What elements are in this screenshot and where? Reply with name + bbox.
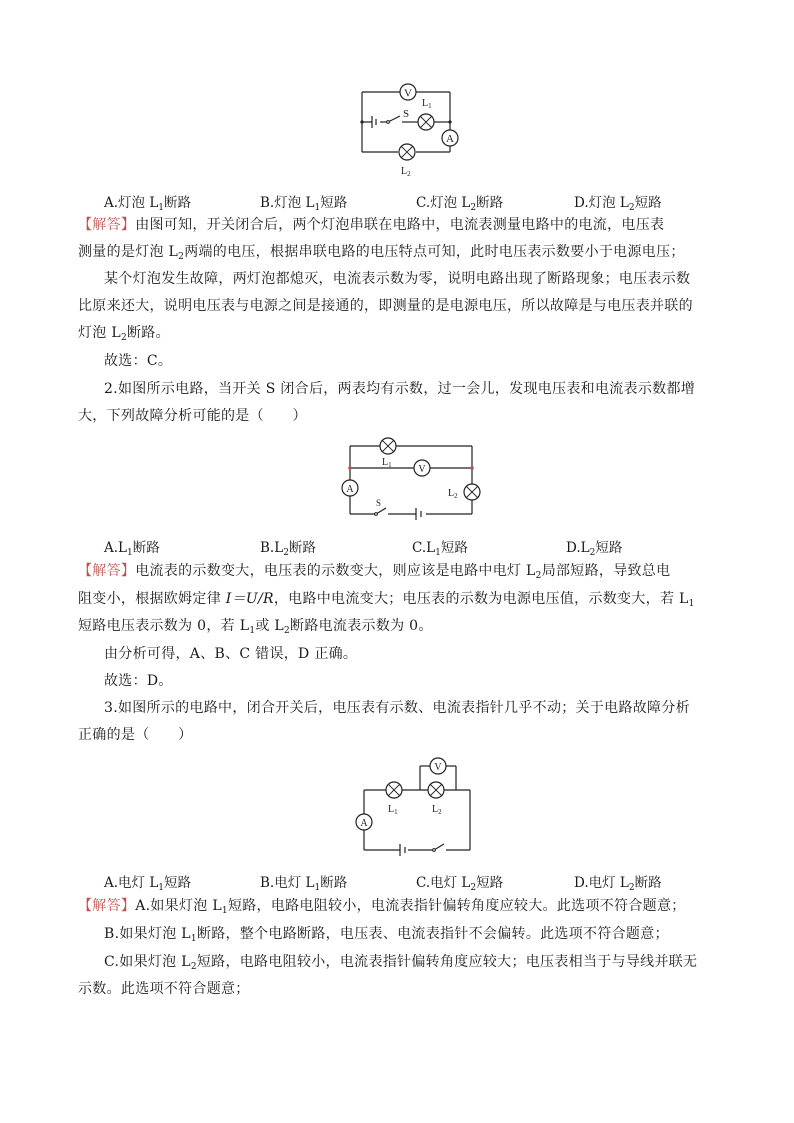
q2-stem-line-1: 2.如图所示电路，当开关 S 闭合后，两表均有示数，过一会儿，发现电压表和电流表示数都增 [104, 381, 696, 397]
q2-option-d: $D.L_2$短路 [566, 540, 623, 558]
lamp-l1-label: $L_1$ [422, 98, 432, 110]
q2-choice: 故选：D。 [104, 673, 173, 689]
lamp-l2-label: $L_2$ [432, 804, 442, 816]
q3-options [104, 871, 704, 891]
q3-option-b: B.电灯 $L_1$断路 [260, 875, 348, 893]
q1-answer-p2-line-1: 某个灯泡发生故障，两灯泡都熄灭，电流表示数为零，说明电路出现了断路现象；电压表示数 [104, 271, 691, 287]
q3-answer-line-3: C.如果灯泡 $L_2$短路，电路电阻较小，电流表指针偏转角度应较大；电压表相当于与导线并联无 [104, 954, 698, 972]
q3-answer-line-2: B.如果灯泡 $L_1$断路，整个电路断路，电压表、电流表指针不会偏转。此选项不符合题意； [104, 926, 669, 944]
answer-tag: 【解答】 [78, 217, 136, 233]
ohms-law-formula: I＝U/R [225, 591, 274, 607]
q1-options [104, 191, 704, 211]
q3-option-d: D.电灯 $L_2$断路 [574, 875, 662, 893]
q1-option-d: D.灯泡 $L_2$短路 [574, 195, 662, 213]
answer-tag: 【解答】 [78, 563, 136, 579]
q2-stem-line-2: 大，下列故障分析可能的是（ ） [78, 408, 307, 424]
voltmeter-label: V [418, 464, 426, 475]
lamp-l2-label: $L_2$ [448, 488, 458, 500]
ammeter-label: A [346, 484, 354, 495]
q2-analysis: 由分析可得，A、B、C 错误，D 正确。 [104, 646, 358, 662]
q3-stem-line-1: 3.如图所示的电路中，闭合开关后，电压表有示数、电流表指针几乎不动；关于电路故障分析 [104, 700, 690, 716]
q1-answer-p2-line-3: 灯泡 $L_2$断路。 [78, 325, 170, 343]
circuit-diagram-2 [336, 434, 486, 522]
q1-option-c: C.灯泡 $L_2$断路 [416, 195, 504, 213]
lamp-l2-label: $L_2$ [401, 166, 411, 178]
q1-answer-p2-line-2: 比原来还大，说明电压表与电源之间是接通的，即测量的是电源电压，所以故障是与电压表并联的 [78, 298, 693, 314]
q3-option-c: C.电灯 $L_2$短路 [416, 875, 504, 893]
q2-option-b: $B.L_2$断路 [260, 540, 316, 558]
circuit-diagram-1 [352, 78, 472, 180]
voltmeter-label: V [404, 87, 412, 100]
q1-answer-line-2: 测量的是灯泡 $L_2$两端的电压，根据串联电路的电压特点可知，此时电压表示数要小于电源电压； [78, 244, 685, 262]
q3-answer-line-1: 【解答】A.如果灯泡 $L_1$短路，电路电阻较小，电流表指针偏转角度应较大。此选项不符合题意； [78, 898, 686, 916]
q1-choice: 故选：C。 [104, 353, 173, 369]
q1-option-b: B.灯泡 $L_1$短路 [260, 195, 348, 213]
voltmeter-label: V [434, 762, 442, 773]
ammeter-label: A [446, 133, 454, 145]
q3-answer-line-4: 示数。此选项不符合题意； [78, 981, 250, 997]
q3-stem-line-2: 正确的是（ ） [78, 727, 193, 743]
q2-answer-line-2: 阻变小，根据欧姆定律 I＝U/R，电路中电流变大；电压表的示数为电源电压值，示数变大，若 $L_1$ [78, 591, 695, 609]
q2-answer-line-3: 短路电压表示数为 0，若 $L_1$或 $L_2$断路电流表示数为 0。 [78, 618, 433, 636]
q3-option-a: A.电灯 $L_1$短路 [104, 875, 192, 893]
ammeter-label: A [360, 818, 368, 829]
q2-options [104, 536, 704, 556]
switch-label: S [376, 498, 382, 508]
lamp-l1-label: $L_1$ [382, 457, 392, 469]
answer-tag: 【解答】 [78, 898, 136, 914]
lamp-l1-label: $L_1$ [388, 804, 398, 816]
q2-answer-line-1: 【解答】电流表的示数变大，电压表的示数变大，则应该是电路中电灯 $L_2$局部短路，导致总电 [78, 563, 671, 581]
q2-option-c: $C.L_1$短路 [412, 540, 468, 558]
circuit-diagram-3 [350, 754, 474, 858]
q1-option-a: A.灯泡 $L_1$断路 [104, 195, 192, 213]
q1-answer-line-1: 【解答】由图可知，开关闭合后，两个灯泡串联在电路中，电流表测量电路中的电流，电压表 [78, 217, 665, 233]
q2-option-a: $A.L_1$断路 [104, 540, 160, 558]
switch-label: S [403, 108, 410, 120]
